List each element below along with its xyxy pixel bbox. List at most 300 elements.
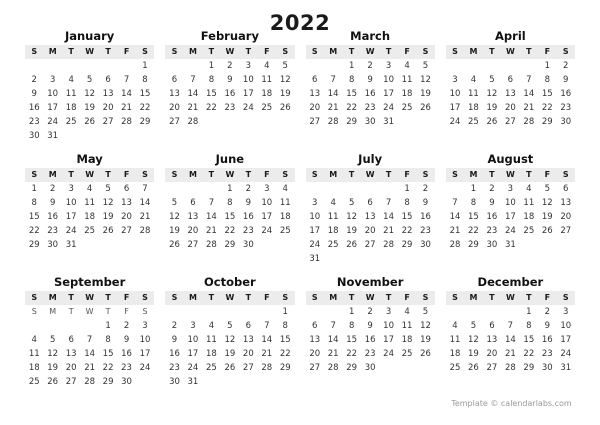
weekday-label: T — [105, 47, 111, 56]
day-cell: 4 — [31, 335, 37, 345]
empty-cell — [239, 115, 257, 129]
day-cell: 8 — [31, 198, 37, 208]
weekday-label: M — [469, 47, 478, 56]
day-cell: 6 — [312, 321, 318, 331]
day-cell: 7 — [526, 75, 532, 85]
day-cell: 16 — [541, 335, 553, 345]
weekday-label: T — [348, 293, 355, 302]
empty-cell — [520, 59, 538, 73]
day-cell: 1 — [348, 307, 355, 317]
week-row — [25, 182, 154, 196]
empty-cell — [258, 238, 276, 252]
day-cell: 15 — [468, 212, 479, 222]
day-cell: 25 — [84, 226, 96, 236]
week-row — [446, 196, 575, 210]
day-cell: 22 — [523, 349, 535, 359]
day-cell: 21 — [84, 363, 96, 373]
weekday-label: F — [544, 47, 551, 56]
day-cell: 26 — [224, 363, 236, 373]
empty-cell — [324, 252, 342, 266]
month-title-august: August — [487, 152, 534, 166]
day-cell: 18 — [401, 335, 413, 345]
day-cell: 13 — [121, 198, 132, 208]
day-cell: 19 — [420, 335, 431, 345]
weekday-label: F — [123, 293, 130, 302]
day-cell: 21 — [523, 103, 535, 113]
weekday-label: F — [544, 170, 551, 179]
day-cell: 9 — [544, 321, 550, 331]
empty-cell — [202, 305, 220, 319]
day-cell: 25 — [401, 349, 413, 359]
empty-cell — [361, 182, 379, 196]
day-cell: 7 — [507, 321, 514, 331]
week-row — [25, 210, 154, 224]
week-row — [446, 347, 575, 361]
weekday-label: T — [245, 293, 252, 302]
day-cell: 18 — [449, 349, 461, 359]
empty-cell — [136, 238, 154, 252]
weekday-label: T — [526, 293, 532, 302]
week-row — [25, 319, 154, 333]
month-title-may: May — [76, 152, 103, 166]
week-row — [306, 73, 435, 87]
empty-cell — [276, 115, 294, 129]
month-april — [446, 29, 575, 143]
day-cell: 5 — [86, 75, 93, 85]
empty-cell — [80, 319, 98, 333]
day-cell: 28 — [261, 363, 273, 373]
day-cell: 26 — [346, 240, 358, 250]
weekday-label: W — [85, 293, 95, 302]
day-cell: 26 — [486, 117, 498, 127]
day-cell: 24 — [383, 103, 394, 113]
day-cell: 20 — [486, 349, 498, 359]
day-cell: 10 — [449, 89, 461, 99]
weekday-label: S — [311, 293, 318, 302]
day-cell: 23 — [121, 363, 132, 373]
day-cell: 20 — [169, 103, 180, 113]
day-cell: 4 — [470, 75, 477, 85]
day-cell: 27 — [504, 117, 516, 127]
day-cell: 12 — [486, 89, 498, 99]
weekday-label: T — [245, 47, 252, 56]
empty-cell — [416, 361, 434, 375]
day-cell: 6 — [190, 198, 196, 208]
weekday-header — [446, 168, 575, 182]
day-cell: 3 — [49, 75, 56, 85]
day-cell: 12 — [420, 321, 431, 331]
day-cell: 2 — [245, 184, 252, 194]
day-cell: 21 — [205, 226, 217, 236]
day-cell: 31 — [65, 240, 77, 250]
day-cell: 24 — [560, 349, 572, 359]
week-row — [446, 333, 575, 347]
week-row — [165, 333, 294, 347]
weekday-label: W — [505, 293, 515, 302]
empty-cell — [117, 59, 135, 73]
weekday-label: M — [48, 170, 57, 179]
weekday-label: T — [105, 293, 111, 302]
day-cell: 2 — [367, 61, 373, 71]
day-cell: 14 — [327, 89, 339, 99]
week-row — [306, 59, 435, 73]
weekday-label: M — [469, 293, 478, 302]
weekday-label: T — [348, 170, 355, 179]
month-august — [446, 152, 575, 266]
day-cell: 21 — [327, 349, 339, 359]
weekday-label: S — [562, 293, 569, 302]
day-cell: 21 — [504, 349, 516, 359]
day-cell: 28 — [187, 117, 199, 127]
day-cell: 7 — [330, 321, 336, 331]
empty-cell — [324, 182, 342, 196]
day-cell: 9 — [49, 198, 56, 208]
day-cell: 16 — [420, 212, 431, 222]
day-cell: 31 — [560, 363, 572, 373]
weekday-echo-label: T — [68, 307, 74, 316]
day-cell: 9 — [245, 198, 252, 208]
day-cell: 17 — [65, 212, 77, 222]
week-row — [165, 101, 294, 115]
day-cell: 16 — [28, 103, 40, 113]
day-cell: 3 — [563, 307, 569, 317]
day-cell: 23 — [224, 103, 236, 113]
month-september — [25, 275, 154, 389]
day-cell: 12 — [468, 335, 479, 345]
day-cell: 19 — [346, 226, 358, 236]
day-cell: 16 — [560, 89, 572, 99]
day-cell: 5 — [227, 321, 233, 331]
weekday-label: S — [422, 47, 429, 56]
day-cell: 24 — [139, 363, 151, 373]
day-cell: 17 — [383, 89, 394, 99]
day-cell: 15 — [346, 89, 358, 99]
day-cell: 20 — [65, 363, 77, 373]
week-row — [165, 59, 294, 73]
day-cell: 30 — [364, 117, 376, 127]
day-cell: 10 — [309, 212, 321, 222]
day-cell: 15 — [28, 212, 40, 222]
week-row — [25, 115, 154, 129]
day-cell: 21 — [139, 212, 151, 222]
month-title-march: March — [350, 29, 391, 43]
day-cell: 18 — [65, 103, 77, 113]
weekday-label: M — [469, 170, 478, 179]
weekday-echo-label: T — [105, 307, 111, 316]
empty-cell — [416, 115, 434, 129]
day-cell: 11 — [28, 349, 40, 359]
week-row — [25, 333, 154, 347]
weekday-label: T — [489, 170, 495, 179]
day-cell: 10 — [47, 89, 59, 99]
day-cell: 5 — [49, 335, 56, 345]
day-cell: 16 — [47, 212, 59, 222]
empty-cell — [379, 252, 397, 266]
weekday-label: F — [544, 293, 551, 302]
day-cell: 22 — [28, 226, 40, 236]
weekday-label: T — [208, 293, 215, 302]
day-cell: 8 — [404, 198, 410, 208]
empty-cell — [446, 182, 464, 196]
day-cell: 11 — [327, 212, 339, 222]
weekday-label: T — [489, 293, 495, 302]
week-row — [25, 375, 154, 389]
day-cell: 18 — [327, 226, 339, 236]
day-cell: 29 — [468, 240, 479, 250]
day-cell: 22 — [346, 349, 358, 359]
weekday-label: T — [489, 47, 495, 56]
day-cell: 16 — [224, 89, 236, 99]
day-cell: 24 — [65, 226, 77, 236]
day-cell: 18 — [468, 103, 479, 113]
day-cell: 17 — [139, 349, 151, 359]
day-cell: 30 — [541, 363, 553, 373]
day-cell: 2 — [171, 321, 178, 331]
week-row — [165, 375, 294, 389]
weekday-label: T — [68, 47, 74, 56]
weekday-label: M — [188, 293, 197, 302]
day-cell: 16 — [242, 212, 254, 222]
day-cell: 10 — [187, 335, 199, 345]
week-row — [306, 238, 435, 252]
week-row — [446, 73, 575, 87]
day-cell: 5 — [544, 184, 550, 194]
day-cell: 1 — [142, 61, 148, 71]
week-row — [446, 238, 575, 252]
month-title-february: February — [200, 29, 259, 43]
day-cell: 24 — [383, 349, 394, 359]
day-cell: 14 — [327, 335, 339, 345]
day-cell: 11 — [279, 198, 291, 208]
day-cell: 11 — [468, 89, 479, 99]
day-cell: 28 — [327, 117, 339, 127]
empty-cell — [62, 319, 80, 333]
day-cell: 14 — [84, 349, 96, 359]
empty-cell — [520, 238, 538, 252]
day-cell: 17 — [383, 335, 394, 345]
day-cell: 1 — [348, 61, 355, 71]
day-cell: 9 — [123, 335, 130, 345]
day-cell: 13 — [187, 212, 199, 222]
day-cell: 23 — [364, 349, 376, 359]
empty-cell — [184, 305, 202, 319]
day-cell: 18 — [205, 349, 217, 359]
weekday-echo-label: F — [124, 307, 129, 316]
day-cell: 12 — [346, 212, 358, 222]
weekday-label: M — [48, 293, 57, 302]
day-cell: 2 — [544, 307, 550, 317]
week-row — [446, 210, 575, 224]
day-cell: 3 — [385, 307, 392, 317]
weekday-label: S — [31, 170, 38, 179]
weekday-label: M — [48, 47, 57, 56]
day-cell: 14 — [261, 335, 273, 345]
empty-cell — [165, 182, 183, 196]
weekday-label: F — [404, 170, 410, 179]
day-cell: 4 — [86, 184, 93, 194]
month-july — [306, 152, 435, 266]
empty-cell — [342, 182, 360, 196]
weekday-label: S — [171, 47, 178, 56]
day-cell: 31 — [383, 117, 394, 127]
empty-cell — [184, 59, 202, 73]
empty-cell — [258, 375, 276, 389]
day-cell: 9 — [171, 335, 178, 345]
day-cell: 15 — [401, 212, 413, 222]
day-cell: 12 — [541, 198, 553, 208]
day-cell: 2 — [563, 61, 569, 71]
day-cell: 27 — [309, 363, 321, 373]
day-cell: 21 — [327, 103, 339, 113]
day-cell: 31 — [47, 131, 59, 141]
day-cell: 10 — [504, 198, 516, 208]
weekday-echo-label: W — [85, 307, 94, 316]
week-row — [306, 210, 435, 224]
weekday-label: S — [282, 293, 289, 302]
empty-cell — [99, 238, 117, 252]
day-cell: 28 — [383, 240, 394, 250]
empty-cell — [324, 59, 342, 73]
empty-cell — [202, 115, 220, 129]
empty-cell — [398, 115, 416, 129]
empty-cell — [165, 59, 183, 73]
day-cell: 25 — [28, 377, 40, 387]
empty-cell — [117, 238, 135, 252]
day-cell: 6 — [68, 335, 74, 345]
day-cell: 22 — [468, 226, 479, 236]
day-cell: 8 — [105, 335, 111, 345]
day-cell: 25 — [523, 226, 535, 236]
day-cell: 8 — [348, 321, 355, 331]
empty-cell — [538, 238, 556, 252]
weekday-label: M — [329, 293, 338, 302]
week-row — [165, 305, 294, 319]
day-cell: 27 — [560, 226, 572, 236]
weekday-label: T — [208, 47, 215, 56]
empty-cell — [165, 305, 183, 319]
day-cell: 1 — [544, 61, 550, 71]
empty-cell — [398, 361, 416, 375]
day-cell: 1 — [404, 184, 410, 194]
day-cell: 7 — [123, 75, 130, 85]
day-cell: 21 — [187, 103, 199, 113]
month-title-april: April — [495, 29, 526, 43]
month-march — [306, 29, 435, 143]
day-cell: 14 — [504, 335, 516, 345]
day-cell: 25 — [65, 117, 77, 127]
day-cell: 31 — [504, 240, 516, 250]
empty-cell — [258, 115, 276, 129]
weekday-label: S — [452, 170, 458, 179]
empty-cell — [306, 305, 324, 319]
empty-cell — [324, 305, 342, 319]
week-row — [165, 238, 294, 252]
day-cell: 6 — [245, 321, 252, 331]
day-cell: 15 — [139, 89, 151, 99]
weekday-echo-label: S — [31, 307, 37, 316]
month-november — [306, 275, 435, 389]
empty-cell — [221, 115, 239, 129]
day-cell: 9 — [422, 198, 429, 208]
day-cell: 14 — [449, 212, 461, 222]
day-cell: 27 — [102, 117, 114, 127]
month-title-september: September — [53, 275, 126, 289]
day-cell: 3 — [190, 321, 196, 331]
day-cell: 14 — [139, 198, 151, 208]
weekday-label: T — [245, 170, 252, 179]
weekday-header — [25, 168, 154, 182]
empty-cell — [557, 238, 575, 252]
month-june — [165, 152, 294, 266]
week-row — [25, 196, 154, 210]
day-cell: 18 — [401, 89, 413, 99]
month-title-december: December — [477, 275, 544, 289]
day-cell: 26 — [102, 226, 114, 236]
empty-cell — [446, 59, 464, 73]
weekday-label: F — [123, 47, 130, 56]
day-cell: 10 — [65, 198, 77, 208]
day-cell: 7 — [86, 335, 93, 345]
weekday-header — [25, 291, 154, 305]
day-cell: 21 — [449, 226, 461, 236]
day-cell: 29 — [279, 363, 291, 373]
weekday-label: S — [142, 170, 148, 179]
weekday-label: S — [452, 293, 458, 302]
day-cell: 30 — [242, 240, 254, 250]
day-cell: 2 — [367, 307, 373, 317]
day-cell: 10 — [139, 335, 151, 345]
weekday-header — [165, 168, 294, 182]
day-cell: 9 — [31, 89, 37, 99]
week-row — [446, 361, 575, 375]
day-cell: 28 — [327, 363, 339, 373]
weekday-label: W — [225, 47, 235, 56]
day-cell: 16 — [486, 212, 498, 222]
day-cell: 8 — [142, 75, 148, 85]
weekday-label: S — [422, 170, 429, 179]
day-cell: 30 — [364, 363, 376, 373]
week-row — [25, 87, 154, 101]
day-cell: 17 — [449, 103, 461, 113]
empty-cell — [258, 305, 276, 319]
day-cell: 15 — [224, 212, 236, 222]
day-cell: 7 — [452, 198, 458, 208]
day-cell: 11 — [65, 89, 77, 99]
day-cell: 4 — [282, 184, 288, 194]
weekday-label: S — [31, 293, 38, 302]
day-cell: 4 — [452, 321, 458, 331]
weekday-label: F — [264, 170, 270, 179]
day-cell: 9 — [563, 75, 569, 85]
week-row — [165, 182, 294, 196]
week-row — [165, 115, 294, 129]
day-cell: 24 — [504, 226, 516, 236]
day-cell: 15 — [279, 335, 291, 345]
day-cell: 27 — [187, 240, 199, 250]
day-cell: 9 — [489, 198, 495, 208]
day-cell: 24 — [449, 117, 461, 127]
day-cell: 16 — [121, 349, 132, 359]
weekday-label: W — [85, 47, 95, 56]
day-cell: 19 — [468, 349, 479, 359]
day-cell: 4 — [526, 184, 532, 194]
day-cell: 3 — [245, 61, 252, 71]
day-cell: 21 — [261, 349, 273, 359]
day-cell: 6 — [489, 321, 495, 331]
day-cell: 22 — [205, 103, 217, 113]
day-cell: 24 — [261, 226, 273, 236]
day-cell: 7 — [142, 184, 148, 194]
